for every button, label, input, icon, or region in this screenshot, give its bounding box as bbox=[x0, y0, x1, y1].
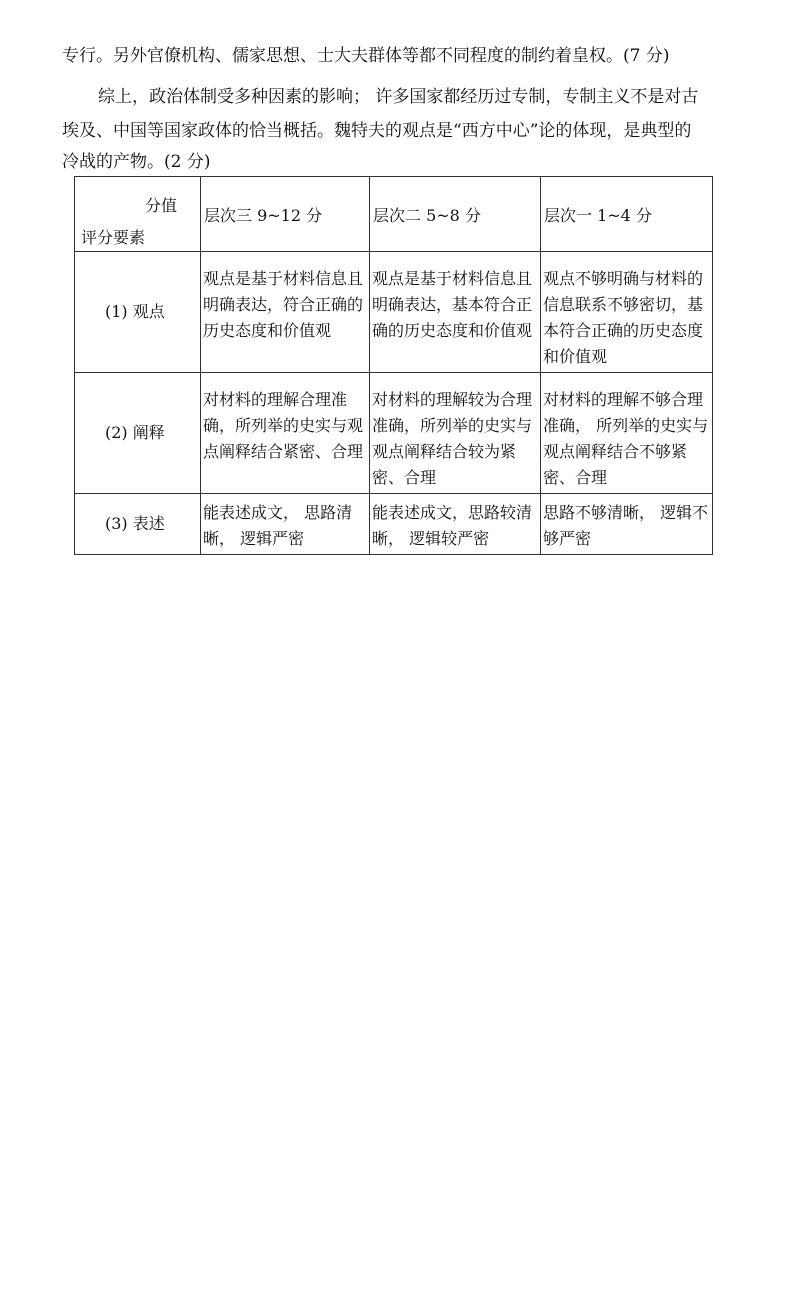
table-header-row bbox=[75, 177, 713, 252]
paragraph-line-4: 冷战的产物。(2 分) bbox=[62, 152, 211, 172]
table-row bbox=[75, 373, 713, 494]
level-3-cell: 观点是基于材料信息且明确表达，符合正确的历史态度和价值观 bbox=[201, 252, 370, 373]
header-criteria-label: 评分要素 bbox=[81, 228, 146, 247]
table-row bbox=[75, 252, 713, 373]
level-1-cell: 思路不够清晰， 逻辑不够严密 bbox=[541, 494, 713, 555]
paragraph-line-1: 专行。另外官僚机构、儒家思想、士大夫群体等都不同程度的制约着皇权。(7 分) bbox=[62, 46, 670, 66]
level-1-cell: 对材料的理解不够合理准确， 所列举的史实与观点阐释结合不够紧密、合理 bbox=[541, 373, 713, 494]
paragraph-line-3: 埃及、中国等国家政体的恰当概括。魏特夫的观点是“西方中心”论的体现，是典型的 bbox=[62, 121, 692, 141]
criterion-cell: (2) 阐释 bbox=[75, 373, 201, 494]
criterion-cell: (3) 表述 bbox=[75, 494, 201, 555]
level-2-cell: 对材料的理解较为合理准确，所列举的史实与观点阐释结合较为紧密、合理 bbox=[370, 373, 541, 494]
level-3-cell: 对材料的理解合理准确，所列举的史实与观点阐释结合紧密、合理 bbox=[201, 373, 370, 494]
table-row bbox=[75, 494, 713, 555]
level-1-cell: 观点不够明确与材料的信息联系不够密切，基本符合正确的历史态度和价值观 bbox=[541, 252, 713, 373]
header-level-2: 层次二 5~8 分 bbox=[370, 177, 541, 252]
paragraph-line-2: 综上，政治体制受多种因素的影响； 许多国家都经历过专制，专制主义不是对古 bbox=[98, 87, 699, 107]
header-level-3: 层次三 9~12 分 bbox=[201, 177, 370, 252]
header-corner-cell bbox=[75, 177, 201, 252]
level-2-cell: 能表述成文，思路较清晰， 逻辑较严密 bbox=[370, 494, 541, 555]
level-2-cell: 观点是基于材料信息且明确表达，基本符合正确的历史态度和价值观 bbox=[370, 252, 541, 373]
level-3-cell: 能表述成文， 思路清晰， 逻辑严密 bbox=[201, 494, 370, 555]
grading-table bbox=[74, 176, 713, 555]
header-level-1: 层次一 1~4 分 bbox=[541, 177, 713, 252]
criterion-cell: (1) 观点 bbox=[75, 252, 201, 373]
header-score-label: 分值 bbox=[145, 196, 178, 215]
